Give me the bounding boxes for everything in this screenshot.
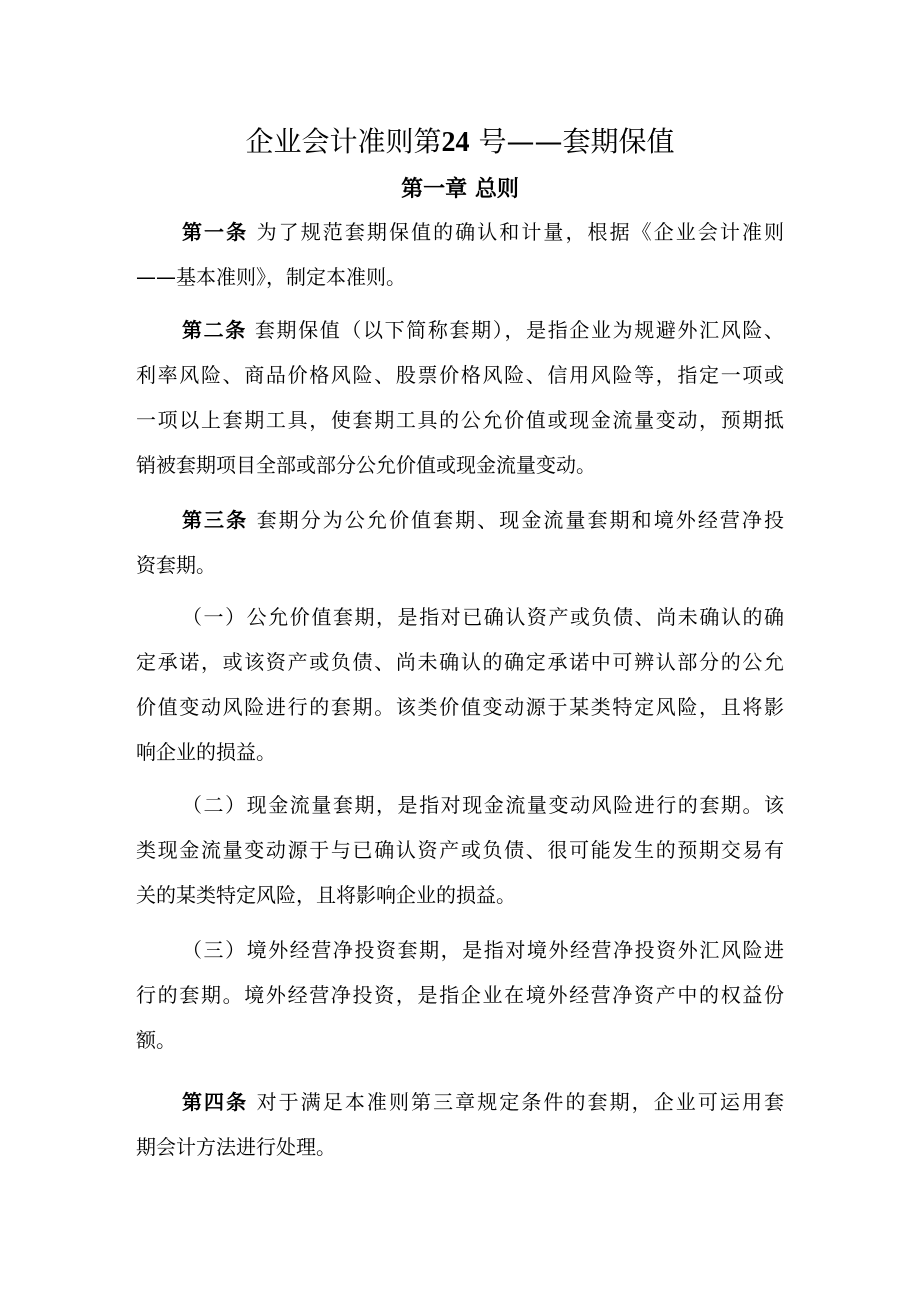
- document-title: [0, 120, 920, 160]
- paragraph-line: [136, 361, 784, 389]
- paragraph-line: [136, 981, 784, 1009]
- article-number: 第二条: [182, 318, 247, 342]
- paragraph-text: （一）公允价值套期，是指对已确认资产或负债、尚未确认的确: [182, 605, 784, 629]
- paragraph-line: [136, 551, 784, 579]
- title-text: 企业会计准则第: [245, 125, 442, 158]
- paragraph-text: 期会计方法进行处理。: [136, 1135, 336, 1159]
- paragraph-text: （三）境外经营净投资套期，是指对境外经营净投资外汇风险进: [182, 938, 784, 962]
- paragraph-text: 套期保值（以下简称套期），是指企业为规避外汇风险、: [246, 318, 784, 342]
- paragraph-text: 关的某类特定风险，且将影响企业的损益。: [136, 883, 516, 907]
- paragraph-line: [136, 881, 784, 909]
- paragraph-line: [136, 451, 784, 479]
- paragraph-line: [182, 316, 784, 344]
- paragraph-text: 额。: [136, 1028, 176, 1052]
- paragraph-line: [182, 791, 784, 819]
- title-number: 24: [441, 127, 470, 158]
- title-text: 号——套期保值: [469, 125, 675, 158]
- paragraph-line: [136, 738, 784, 766]
- paragraph-line: [136, 693, 784, 721]
- paragraph-text: 价值变动风险进行的套期。该类价值变动源于某类特定风险，且将影: [136, 695, 784, 719]
- paragraph-line: [136, 263, 784, 291]
- paragraph-text: 定承诺，或该资产或负债、尚未确认的确定承诺中可辨认部分的公允: [136, 650, 784, 674]
- paragraph-text: 对于满足本准则第三章规定条件的套期，企业可运用套: [248, 1090, 785, 1114]
- article-number: 第四条: [182, 1090, 249, 1114]
- paragraph-line: [136, 836, 784, 864]
- paragraph-text: 一项以上套期工具，使套期工具的公允价值或现金流量变动，预期抵: [136, 408, 784, 432]
- paragraph-line: [136, 1133, 784, 1161]
- paragraph-line: [182, 1088, 784, 1116]
- paragraph-line: [136, 648, 784, 676]
- paragraph-text: 行的套期。境外经营净投资，是指企业在境外经营净资产中的权益份: [136, 983, 784, 1007]
- paragraph-text: 利率风险、商品价格风险、股票价格风险、信用风险等，指定一项或: [136, 363, 784, 387]
- paragraph-line: [136, 406, 784, 434]
- paragraph-text: 为了规范套期保值的确认和计量，根据《企业会计准则: [248, 220, 785, 244]
- paragraph-line: [182, 218, 784, 246]
- paragraph-text: 套期分为公允价值套期、现金流量套期和境外经营净投: [248, 508, 785, 532]
- paragraph-line: [182, 936, 784, 964]
- paragraph-line: [136, 1026, 784, 1054]
- paragraph-line: [182, 603, 784, 631]
- paragraph-text: 资套期。: [136, 553, 216, 577]
- paragraph-text: （二）现金流量套期，是指对现金流量变动风险进行的套期。该: [182, 793, 784, 817]
- article-number: 第三条: [182, 508, 249, 532]
- paragraph-text: 销被套期项目全部或部分公允价值或现金流量变动。: [136, 453, 596, 477]
- paragraph-text: ——基本准则》，制定本准则。: [136, 265, 406, 289]
- paragraph-text: 响企业的损益。: [136, 740, 276, 764]
- paragraph-text: 类现金流量变动源于与已确认资产或负债、很可能发生的预期交易有: [136, 838, 784, 862]
- chapter-heading: 第一章 总则: [401, 177, 519, 202]
- article-number: 第一条: [182, 220, 249, 244]
- paragraph-line: [182, 506, 784, 534]
